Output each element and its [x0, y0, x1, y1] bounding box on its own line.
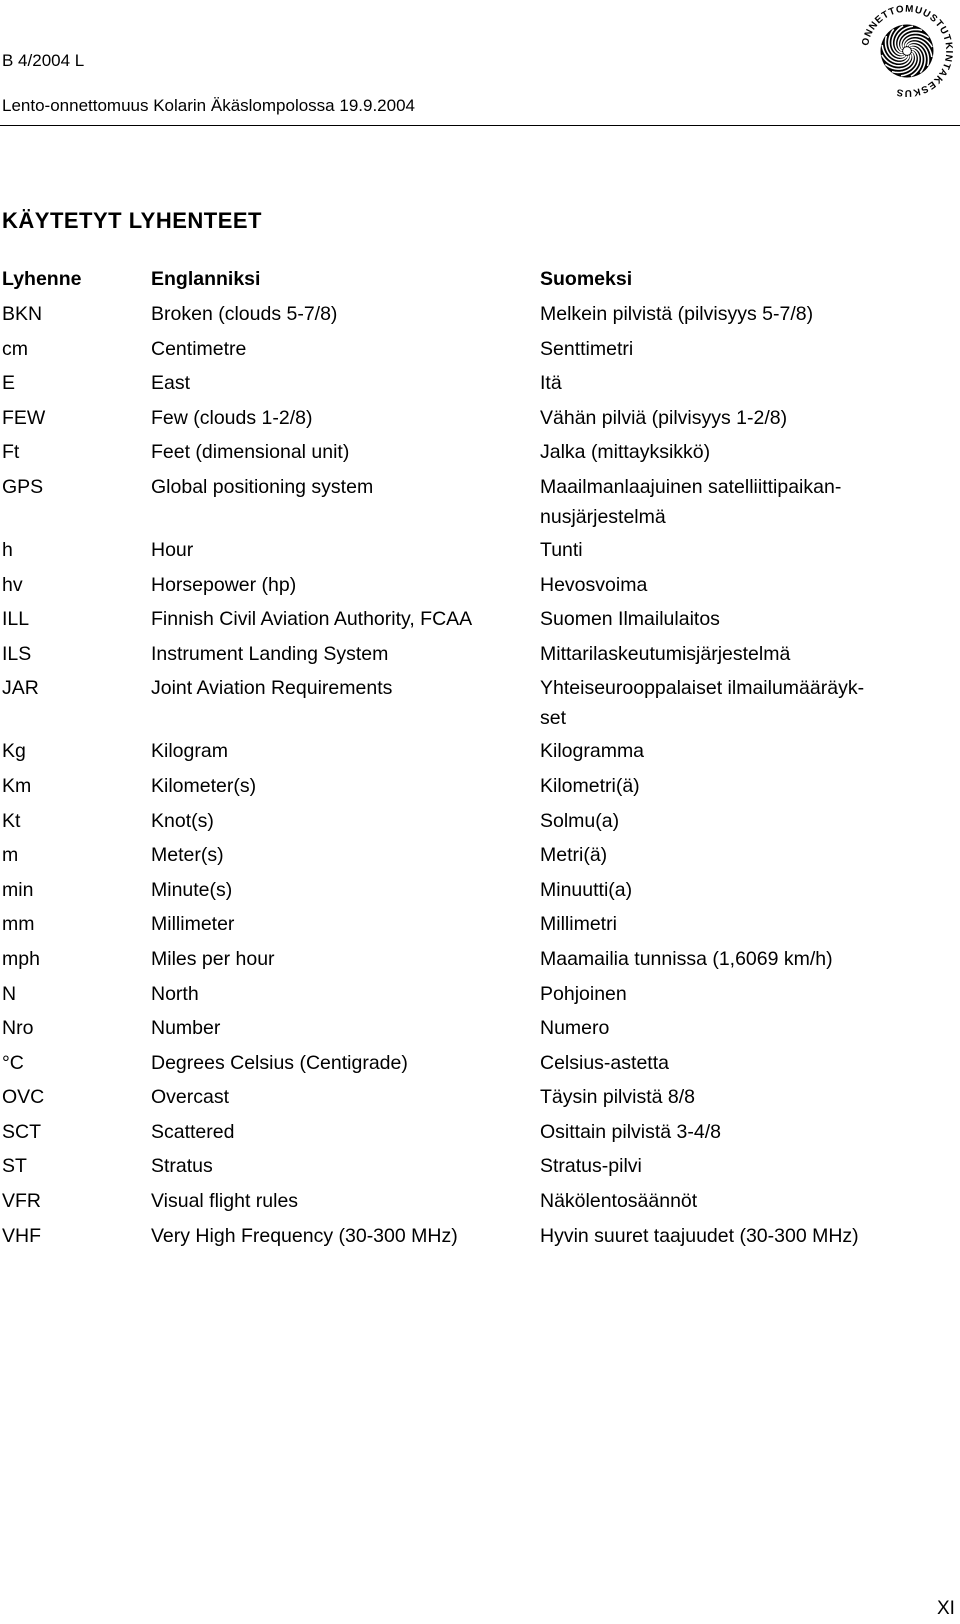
english-cell: Horsepower (hp)	[151, 573, 297, 596]
finnish-line: Maailmanlaajuinen satelliittipaikan-	[540, 475, 842, 498]
finnish-line: Jalka (mittayksikkö)	[540, 441, 711, 464]
finnish-cell	[540, 299, 900, 329]
abbreviation-cell: ILL	[2, 608, 30, 631]
finnish-line: Kilometri(ä)	[540, 774, 640, 797]
english-cell: Meter(s)	[151, 844, 224, 867]
finnish-line: Numero	[540, 1017, 610, 1040]
english-cell: Few (clouds 1-2/8)	[151, 406, 313, 429]
english-cell: Scattered	[151, 1120, 235, 1143]
english-cell: Very High Frequency (30-300 MHz)	[151, 1224, 458, 1247]
abbreviation-cell: JAR	[2, 677, 39, 700]
table-row	[0, 535, 960, 570]
abbreviation-cell: ST	[2, 1155, 27, 1178]
finnish-line: Tunti	[540, 538, 583, 561]
abbreviation-cell: SCT	[2, 1120, 41, 1143]
finnish-line: Solmu(a)	[540, 809, 620, 832]
abbreviation-cell: BKN	[2, 303, 43, 325]
finnish-cell	[540, 944, 900, 974]
finnish-cell	[540, 1048, 900, 1078]
table-header-row	[0, 264, 960, 299]
abbreviation-cell: Ft	[2, 441, 20, 464]
finnish-cell	[540, 570, 900, 600]
table-row	[0, 1013, 960, 1048]
finnish-line: Pohjoinen	[540, 982, 627, 1005]
table-row	[0, 299, 960, 334]
page-number: XI	[937, 1598, 955, 1619]
finnish-cell	[540, 979, 900, 1009]
finnish-line: Täysin pilvistä 8/8	[540, 1086, 695, 1109]
table-row	[0, 806, 960, 841]
english-cell: Instrument Landing System	[151, 642, 389, 665]
finnish-line: Metri(ä)	[540, 844, 608, 867]
abbreviation-cell: m	[2, 844, 19, 867]
table-row	[0, 771, 960, 806]
abbreviation-cell: Nro	[2, 1017, 34, 1040]
abbreviation-cell: Kg	[2, 740, 26, 763]
finnish-cell	[540, 736, 900, 766]
abbreviations-table	[0, 264, 960, 1255]
finnish-cell	[540, 403, 900, 433]
finnish-line: Senttimetri	[540, 337, 634, 360]
abbreviation-cell: °C	[2, 1051, 24, 1074]
finnish-cell	[540, 1186, 900, 1216]
table-row	[0, 944, 960, 979]
finnish-cell	[540, 875, 900, 905]
table-row	[0, 334, 960, 369]
finnish-line: Näkölentosäännöt	[540, 1190, 698, 1213]
abbreviation-cell: Kt	[2, 809, 21, 832]
english-cell: Miles per hour	[151, 947, 275, 970]
abbreviation-cell: h	[2, 538, 13, 561]
table-row	[0, 1221, 960, 1256]
header-divider	[0, 125, 960, 126]
finnish-line: Osittain pilvistä 3-4/8	[540, 1120, 721, 1143]
logo-text: ONNETTOMUUSTUTKINTAKESKUS	[860, 3, 955, 99]
english-cell: Global positioning system	[151, 475, 374, 498]
table-row	[0, 736, 960, 771]
english-cell: East	[151, 372, 191, 395]
finnish-cell	[540, 1151, 900, 1181]
abbreviation-cell: OVC	[2, 1086, 45, 1109]
english-cell: Finnish Civil Aviation Authority, FCAA	[151, 608, 473, 631]
finnish-line: Hevosvoima	[540, 573, 648, 596]
english-cell: Kilogram	[151, 740, 228, 763]
table-row	[0, 1186, 960, 1221]
table-row	[0, 368, 960, 403]
table-row	[0, 1117, 960, 1152]
finnish-line-continued: set	[540, 707, 567, 730]
finnish-line-continued: nusjärjestelmä	[540, 505, 666, 528]
abbreviation-cell: hv	[2, 573, 23, 596]
document-id: B 4/2004 L	[2, 51, 85, 70]
abbreviation-cell: mph	[2, 947, 40, 970]
abbreviation-cell: VFR	[2, 1190, 41, 1213]
column-header-english: Englanniksi	[151, 268, 261, 290]
finnish-cell	[540, 334, 900, 364]
english-cell: Number	[151, 1017, 221, 1040]
abbreviation-cell: VHF	[2, 1224, 41, 1247]
finnish-cell	[540, 909, 900, 939]
finnish-line: Suomen Ilmailulaitos	[540, 608, 720, 631]
finnish-cell	[540, 771, 900, 801]
table-row	[0, 840, 960, 875]
finnish-line: Yhteiseurooppalaiset ilmailumääräyk-	[540, 677, 865, 700]
table-row	[0, 875, 960, 910]
abbreviation-cell: ILS	[2, 642, 32, 665]
english-cell: Visual flight rules	[151, 1190, 299, 1213]
finnish-line: Kilogramma	[540, 740, 645, 763]
document-subtitle: Lento-onnettomuus Kolarin Äkäslompolossa 19.9.2004	[2, 96, 415, 115]
table-row	[0, 1151, 960, 1186]
page-title: KÄYTETYT LYHENTEET	[2, 208, 262, 233]
finnish-line: Vähän pilviä (pilvisyys 1-2/8)	[540, 406, 788, 429]
column-header-abbreviation: Lyhenne	[2, 268, 82, 290]
english-cell: Centimetre	[151, 337, 247, 360]
finnish-cell	[540, 840, 900, 870]
finnish-line: Mittarilaskeutumisjärjestelmä	[540, 642, 791, 665]
english-cell: Degrees Celsius (Centigrade)	[151, 1051, 408, 1074]
english-cell: Broken (clouds 5-7/8)	[151, 303, 338, 325]
english-cell: Overcast	[151, 1086, 230, 1109]
table-row	[0, 979, 960, 1014]
english-cell: Knot(s)	[151, 809, 214, 832]
finnish-cell	[540, 673, 900, 733]
finnish-cell	[540, 368, 900, 398]
english-cell: Joint Aviation Requirements	[151, 677, 393, 700]
investigation-centre-logo	[858, 2, 956, 100]
abbreviation-cell: cm	[2, 337, 28, 360]
english-cell: Stratus	[151, 1155, 213, 1178]
english-cell: Millimeter	[151, 913, 235, 936]
finnish-line: Itä	[540, 372, 562, 395]
finnish-cell	[540, 604, 900, 634]
finnish-line: Celsius-astetta	[540, 1051, 669, 1074]
finnish-cell	[540, 639, 900, 669]
english-cell: Feet (dimensional unit)	[151, 441, 350, 464]
finnish-cell	[540, 437, 900, 467]
abbreviation-cell: mm	[2, 913, 35, 936]
table-row	[0, 1082, 960, 1117]
finnish-cell	[540, 1082, 900, 1112]
abbreviation-cell: N	[2, 982, 17, 1005]
finnish-cell	[540, 1117, 900, 1147]
table-row	[0, 604, 960, 639]
finnish-line: Stratus-pilvi	[540, 1155, 642, 1178]
finnish-line: Hyvin suuret taajuudet (30-300 MHz)	[540, 1224, 859, 1247]
table-row	[0, 570, 960, 605]
finnish-cell	[540, 806, 900, 836]
table-row	[0, 909, 960, 944]
abbreviation-cell: E	[2, 372, 16, 395]
english-cell: Kilometer(s)	[151, 774, 257, 797]
finnish-line: Melkein pilvistä (pilvisyys 5-7/8)	[540, 303, 814, 325]
finnish-cell	[540, 472, 900, 532]
finnish-line: Millimetri	[540, 913, 617, 936]
finnish-cell	[540, 1221, 900, 1251]
table-row	[0, 437, 960, 472]
table-row	[0, 403, 960, 438]
abbreviation-cell: FEW	[2, 406, 46, 429]
abbreviation-cell: min	[2, 878, 34, 901]
english-cell: Minute(s)	[151, 878, 233, 901]
english-cell: Hour	[151, 538, 194, 561]
abbreviation-cell: Km	[2, 774, 32, 797]
table-row	[0, 673, 960, 736]
column-header-finnish: Suomeksi	[540, 268, 633, 290]
english-cell: North	[151, 982, 199, 1005]
table-row	[0, 639, 960, 674]
table-row	[0, 1048, 960, 1083]
abbreviation-cell: GPS	[2, 475, 44, 498]
finnish-cell	[540, 535, 900, 565]
table-row	[0, 472, 960, 535]
finnish-line: Maamailia tunnissa (1,6069 km/h)	[540, 947, 833, 970]
finnish-line: Minuutti(a)	[540, 878, 633, 901]
finnish-cell	[540, 1013, 900, 1043]
